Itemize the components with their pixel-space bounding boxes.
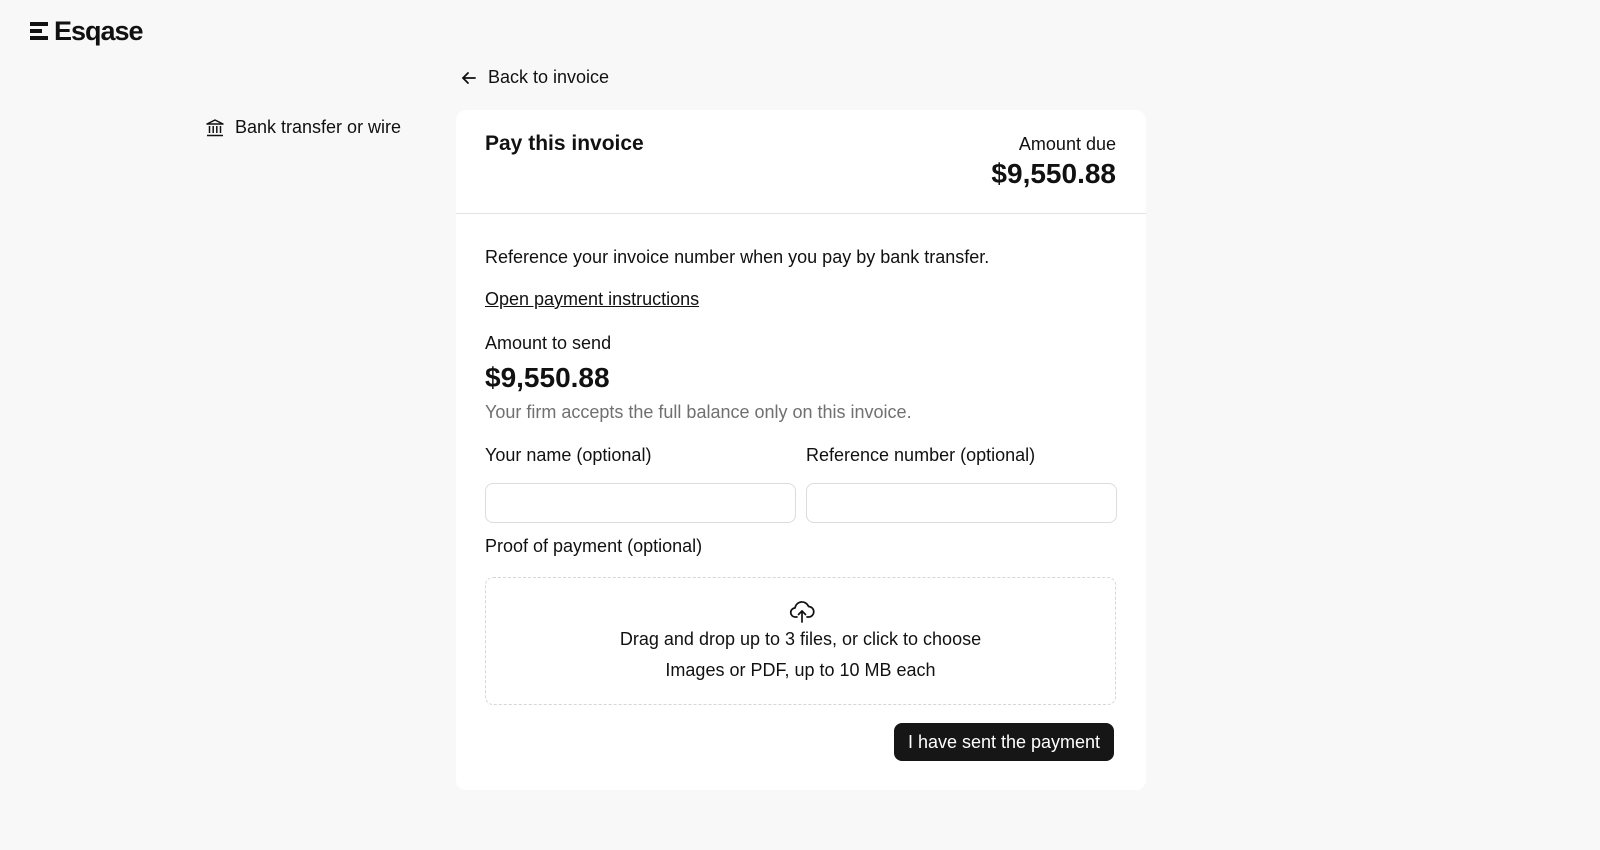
menu-bars-icon — [30, 21, 50, 41]
balance-note: Your firm accepts the full balance only on this invoice. — [485, 402, 912, 422]
amount-due-label: Amount due — [1018, 134, 1116, 154]
dropzone-main-text: Drag and drop up to 3 files, or click to choose — [619, 629, 982, 649]
name-input[interactable] — [485, 483, 796, 523]
file-dropzone[interactable] — [485, 577, 1116, 705]
reference-field-label: Reference number (optional) — [806, 445, 1036, 465]
cloud-upload-icon — [789, 598, 815, 624]
back-to-invoice-link[interactable] — [460, 67, 609, 88]
payment-method-bank-transfer[interactable] — [205, 117, 401, 138]
payment-method-label: Bank transfer or wire — [235, 117, 402, 137]
brand-name: Esqase — [54, 16, 143, 46]
reference-note: Reference your invoice number when you pay by bank transfer. — [485, 247, 990, 267]
proof-of-payment-label: Proof of payment (optional) — [485, 536, 703, 556]
dropzone-sub-text: Images or PDF, up to 10 MB each — [665, 660, 936, 680]
reference-number-input[interactable] — [806, 483, 1117, 523]
card-header — [456, 110, 1146, 214]
amount-due-value: $9,550.88 — [991, 158, 1116, 189]
amount-to-send-value: $9,550.88 — [485, 362, 610, 393]
arrow-left-icon — [460, 69, 478, 87]
pay-invoice-card — [456, 110, 1146, 790]
amount-to-send-label: Amount to send — [485, 333, 612, 353]
sent-payment-button[interactable]: I have sent the payment — [894, 723, 1114, 761]
card-title: Pay this invoice — [485, 132, 644, 155]
name-field-label: Your name (optional) — [485, 445, 652, 465]
back-link-label: Back to invoice — [488, 67, 610, 87]
brand-logo[interactable] — [30, 17, 143, 45]
payment-instructions-link[interactable]: Open payment instructions — [485, 289, 700, 309]
bank-icon — [205, 118, 225, 138]
